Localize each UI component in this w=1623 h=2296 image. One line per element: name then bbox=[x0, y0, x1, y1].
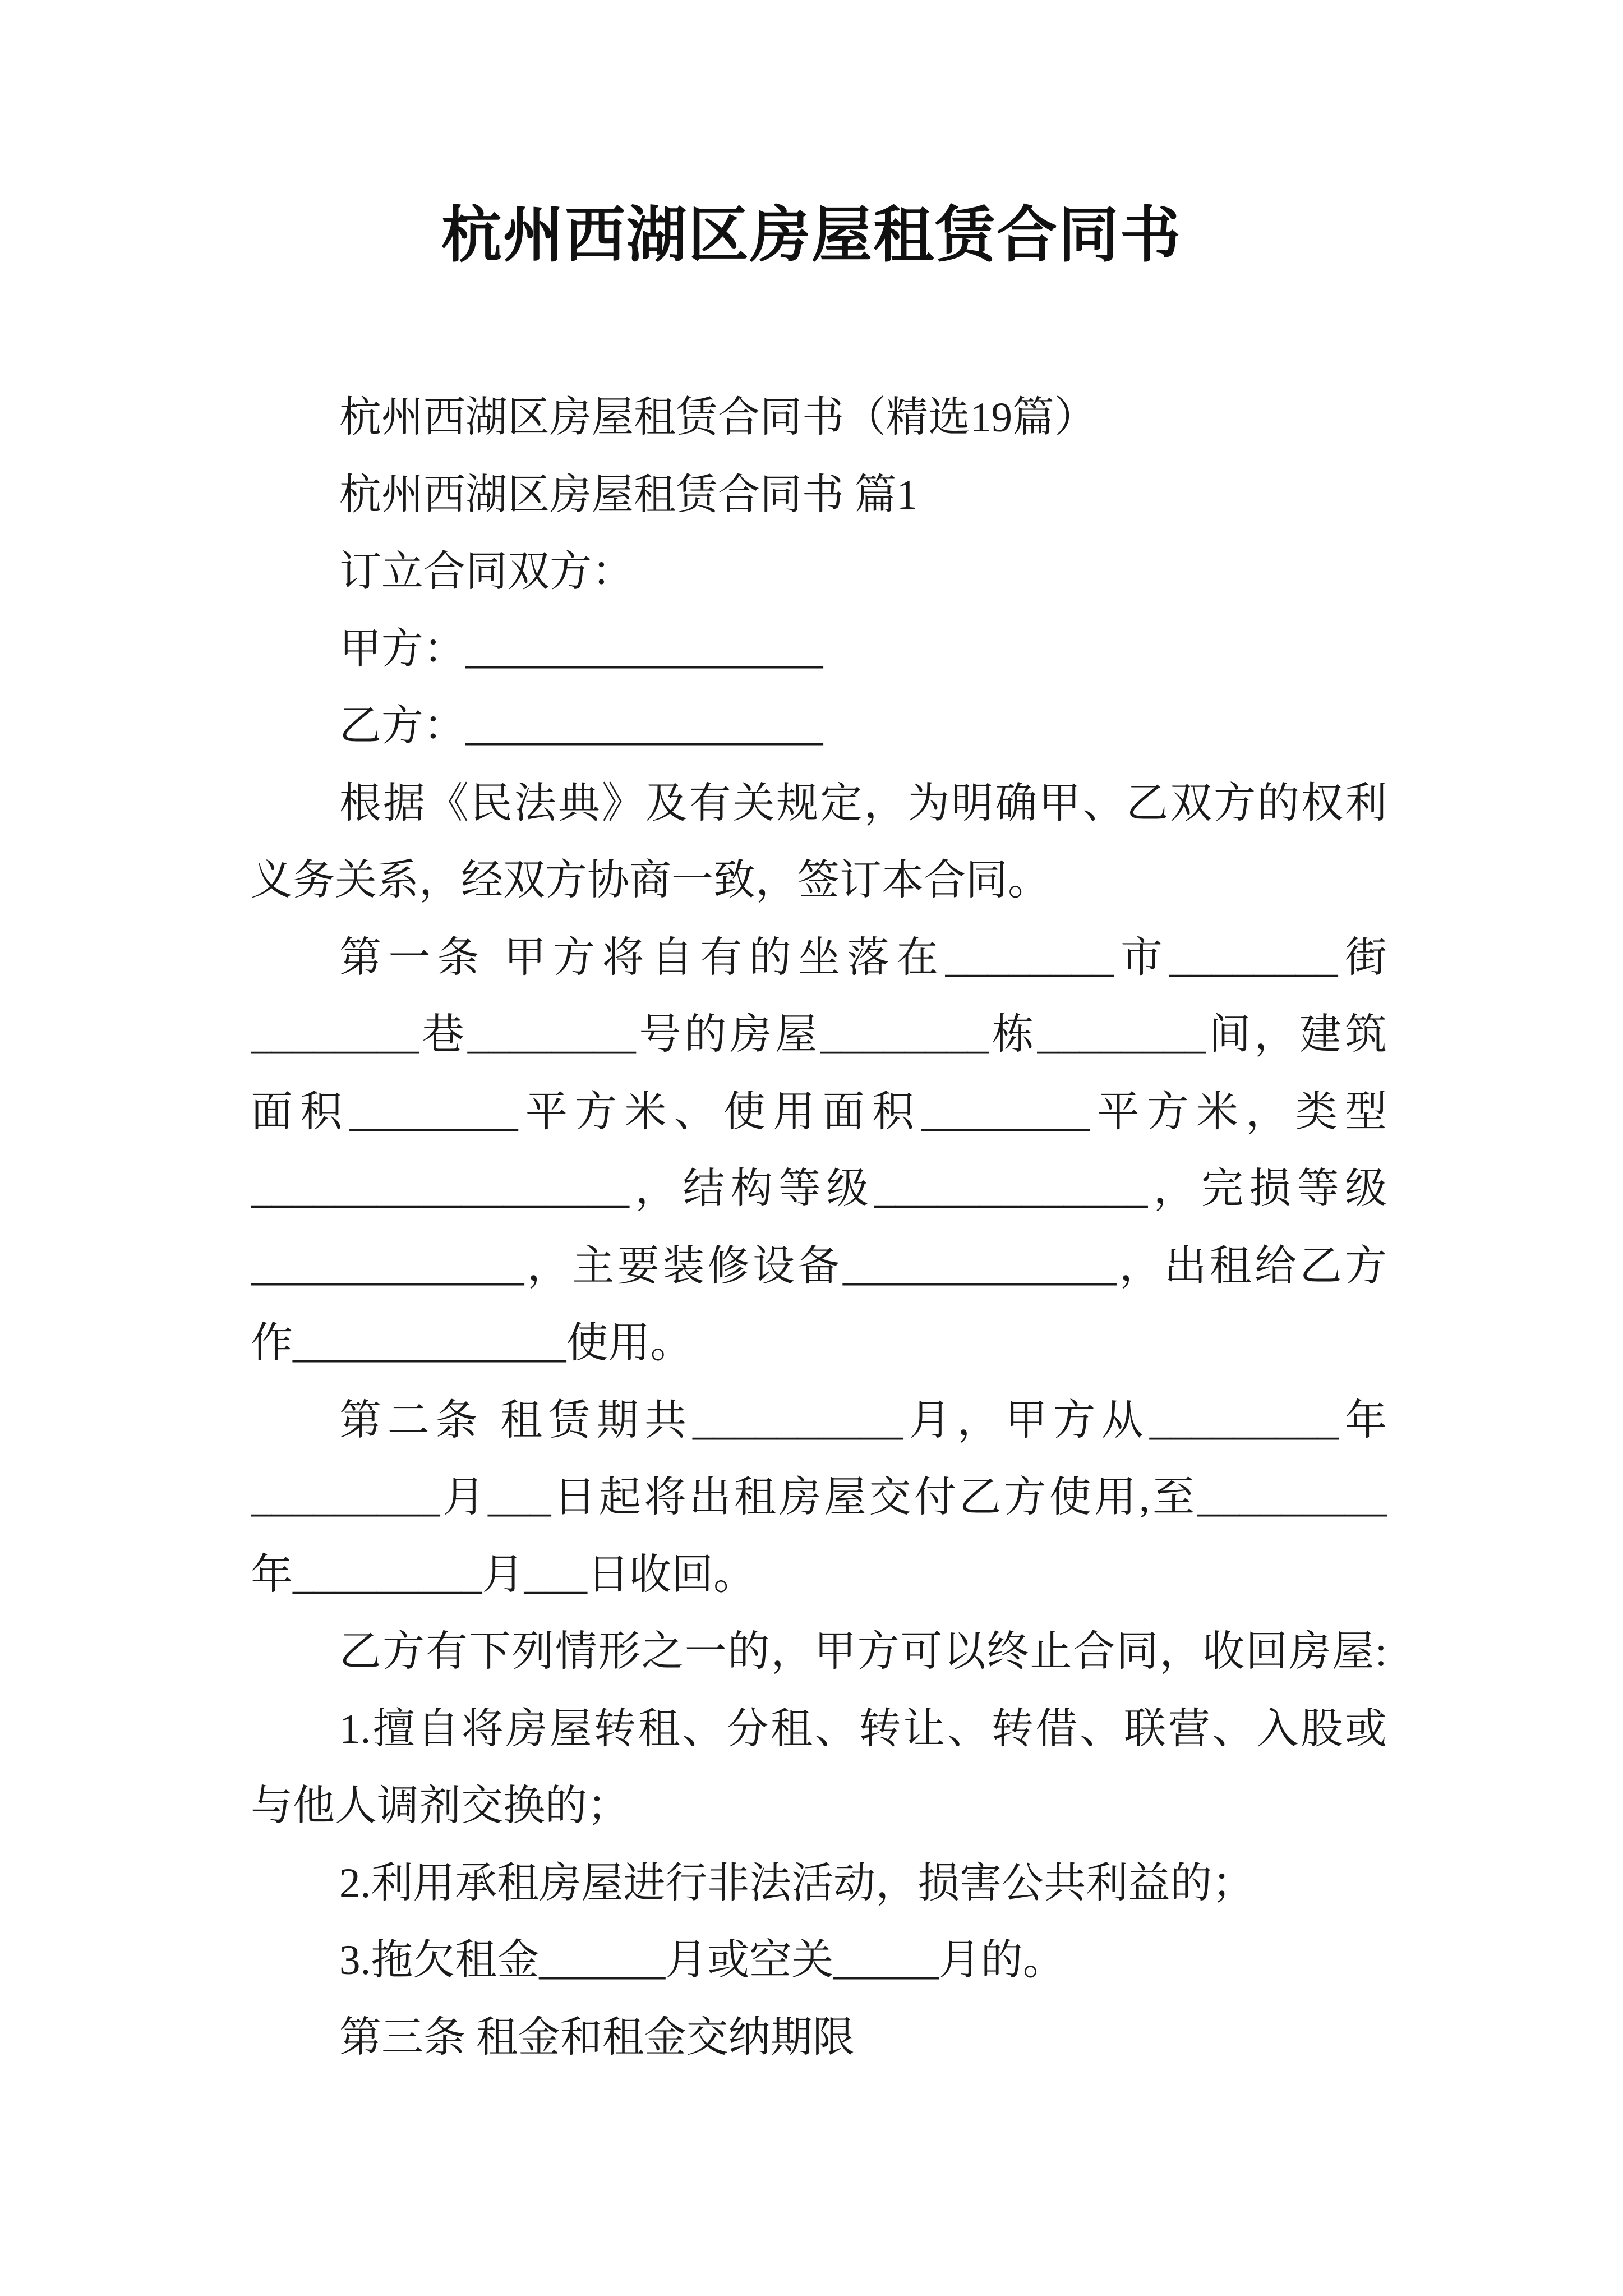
text-line: _____________，主要装修设备_____________，出租给乙方 bbox=[251, 1243, 1387, 1290]
text-line: __________________，结构等级_____________，完损等级 bbox=[251, 1166, 1387, 1212]
document-title: 杭州西湖区房屋租赁合同书 bbox=[441, 203, 1182, 269]
text-line: ________巷________号的房屋________栋________间，建筑 bbox=[251, 1011, 1387, 1058]
text-line: 与他人调剂交换的； bbox=[251, 1783, 630, 1829]
text-line: 订立合同双方： bbox=[339, 549, 634, 595]
text-line: 第二条 租赁期共__________月，甲方从_________年 bbox=[339, 1397, 1387, 1444]
text-line: 义务关系，经双方协商一致，签订本合同。 bbox=[251, 857, 1050, 904]
text-line: 杭州西湖区房屋租赁合同书（精选19篇） bbox=[339, 394, 1097, 441]
text-line: 作_____________使用。 bbox=[251, 1320, 693, 1366]
text-line: 年_________月___日收回。 bbox=[251, 1552, 756, 1598]
text-line: 第一条 甲方将自有的坐落在________市________街 bbox=[339, 935, 1387, 981]
text-line: 甲方：_________________ bbox=[339, 626, 823, 673]
text-line: _________月___日起将出租房屋交付乙方使用,至_________ bbox=[251, 1474, 1387, 1521]
text-line: 根据《民法典》及有关规定，为明确甲、乙双方的权利 bbox=[339, 780, 1387, 827]
text-line: 1.擅自将房屋转租、分租、转让、转借、联营、入股或 bbox=[339, 1706, 1387, 1752]
text-line: 面积________平方米、使用面积________平方米，类型 bbox=[251, 1089, 1387, 1135]
text-line: 杭州西湖区房屋租赁合同书 篇1 bbox=[339, 472, 918, 518]
text-line: 乙方：_________________ bbox=[339, 703, 823, 749]
text-line: 2.利用承租房屋进行非法活动，损害公共利益的； bbox=[339, 1860, 1255, 1907]
text-line: 乙方有下列情形之一的，甲方可以终止合同，收回房屋: bbox=[339, 1628, 1387, 1675]
text-line: 第三条 租金和租金交纳期限 bbox=[339, 2014, 855, 2061]
text-line: 3.拖欠租金______月或空关_____月的。 bbox=[339, 1937, 1065, 1984]
